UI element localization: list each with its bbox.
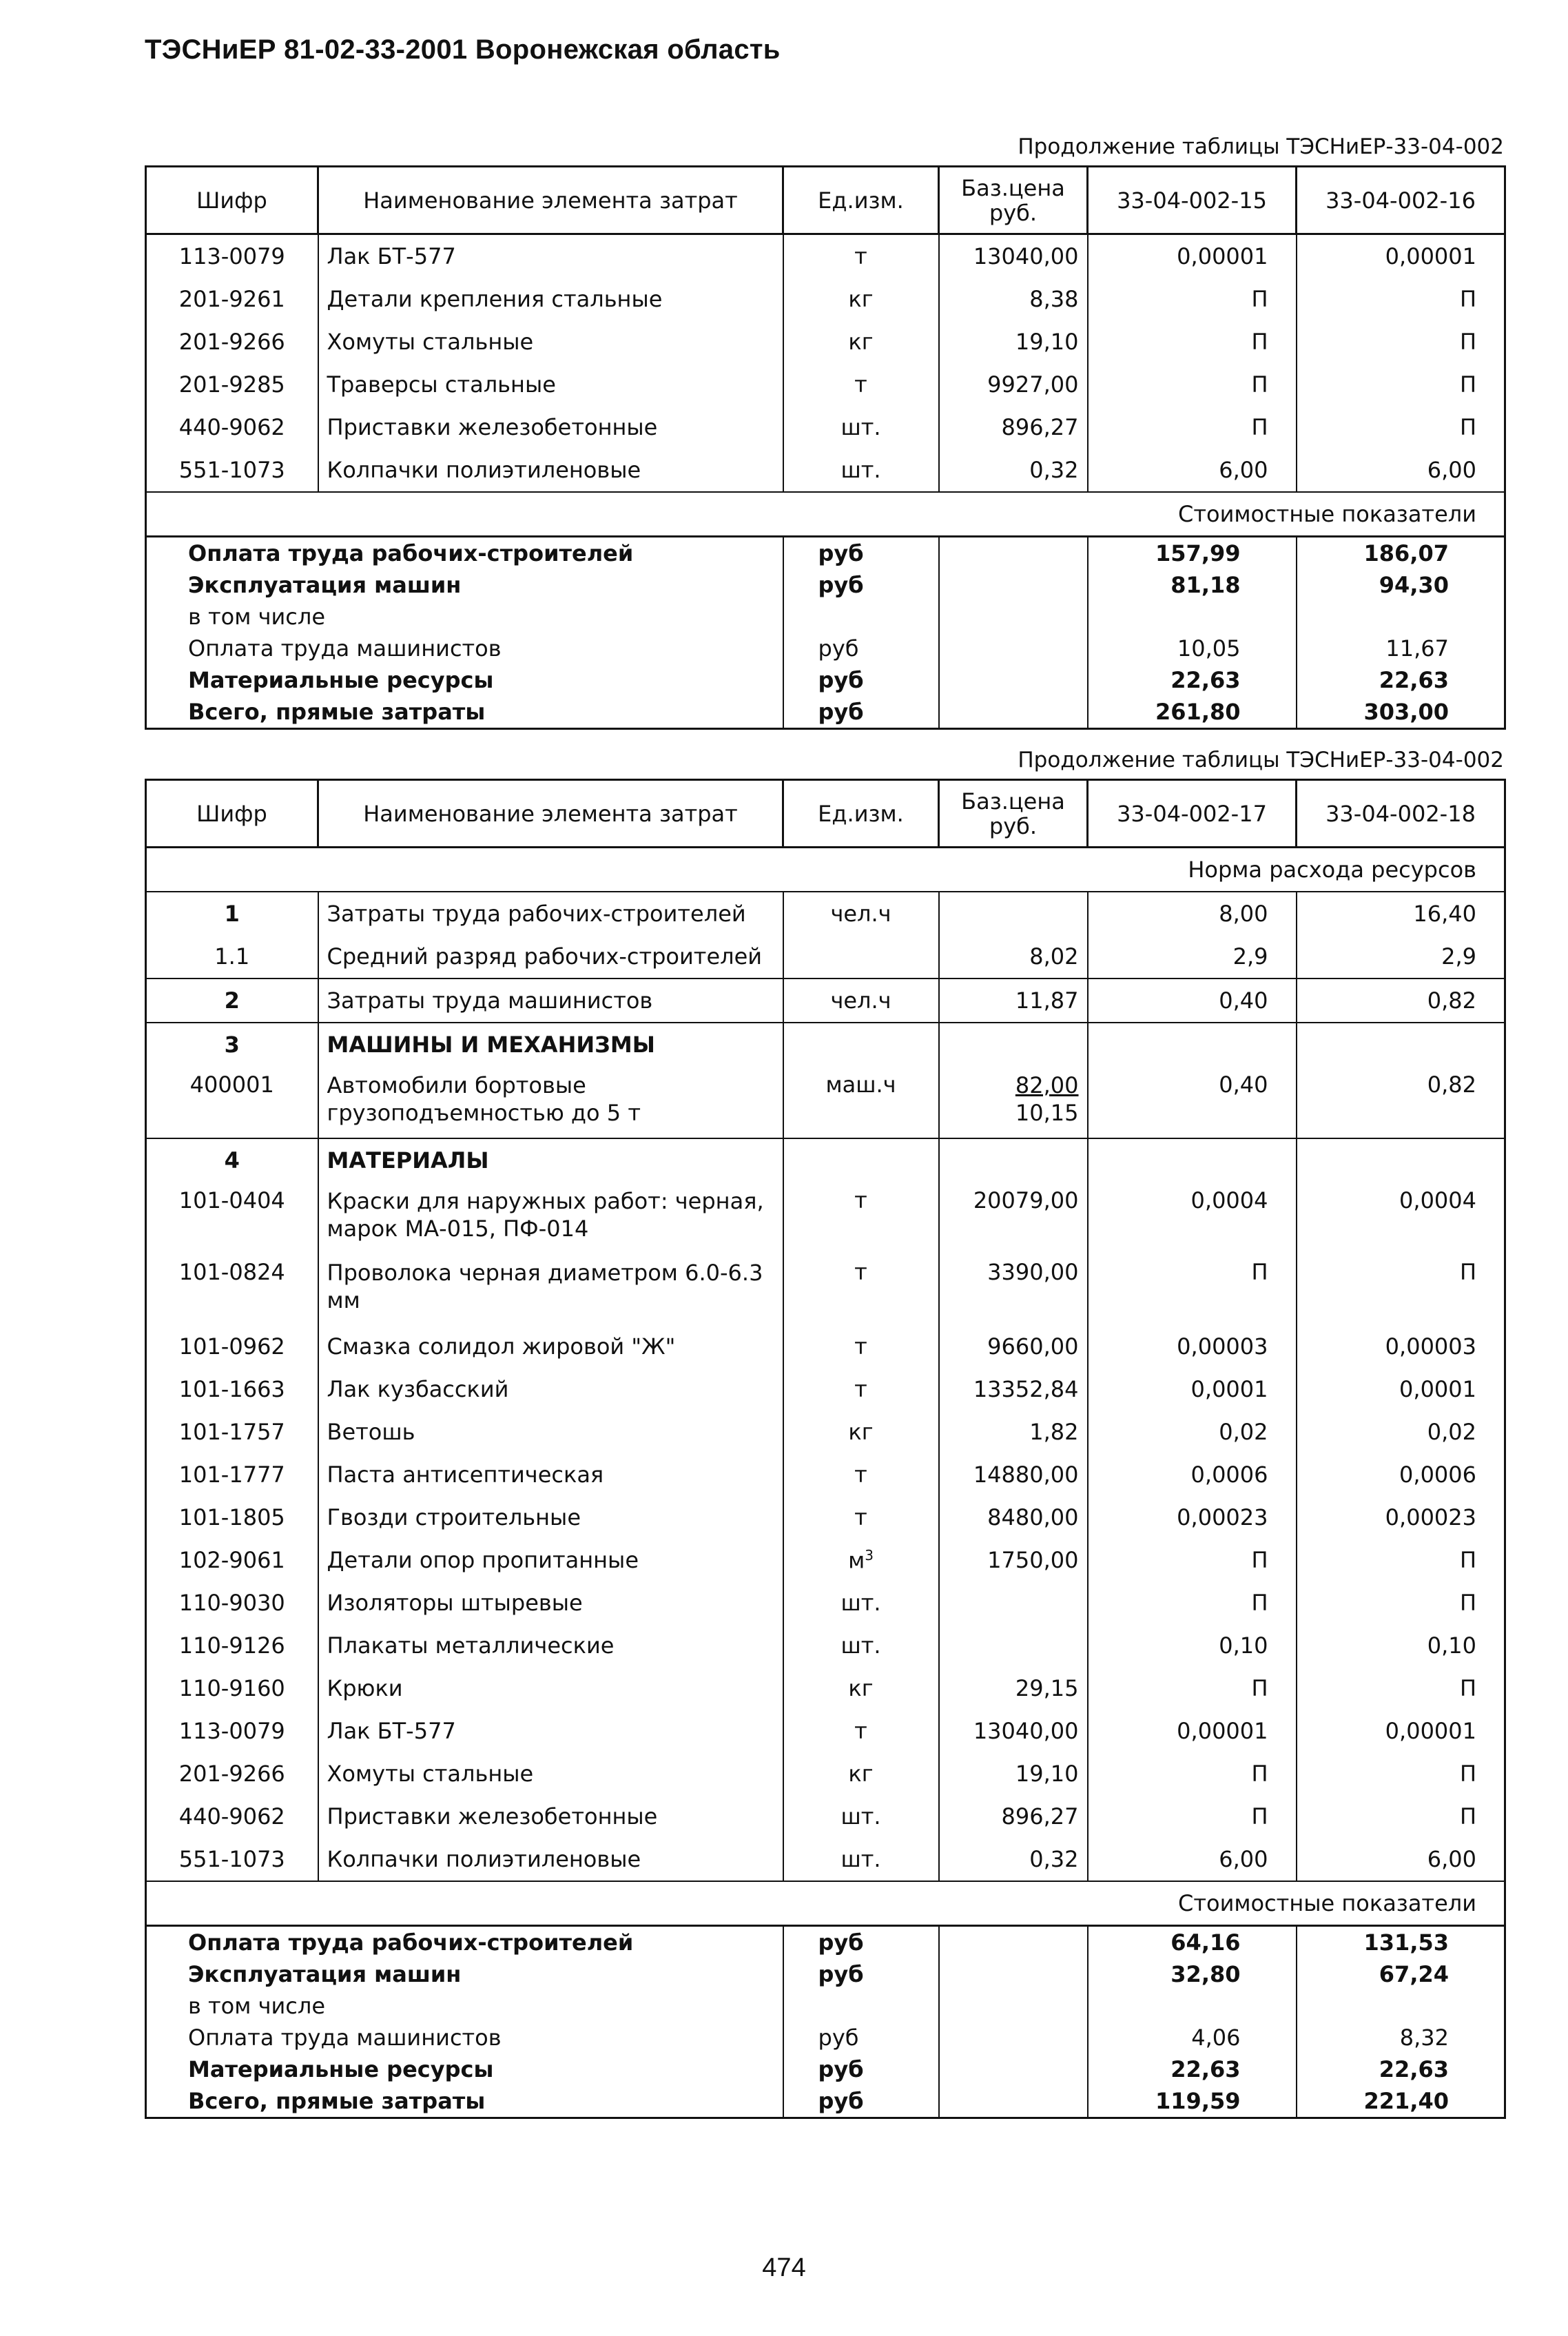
summary-value-a: 81,18 xyxy=(1088,569,1297,601)
table-row xyxy=(146,1795,1505,1838)
summary-value-b: 221,40 xyxy=(1297,2085,1505,2118)
section-label: Норма расхода ресурсов xyxy=(146,848,1505,892)
cell-code: 201-9261 xyxy=(146,278,318,320)
cell-price: 19,10 xyxy=(939,1752,1088,1795)
cell-value-b: П xyxy=(1297,1795,1505,1838)
cell-value-a: 0,0004 xyxy=(1088,1182,1297,1253)
cell-value-a: 0,00023 xyxy=(1088,1496,1297,1539)
summary-empty xyxy=(939,696,1088,729)
cell-name: Крюки xyxy=(318,1667,783,1710)
summary-row xyxy=(146,2053,1505,2085)
cell-value-b xyxy=(1297,1023,1505,1066)
summary-label: в том числе xyxy=(146,601,783,633)
cell-value-a: П xyxy=(1088,1253,1297,1325)
cell-price: 8,38 xyxy=(939,278,1088,320)
table-row xyxy=(146,406,1505,449)
cell-value-a: П xyxy=(1088,1795,1297,1838)
table-row xyxy=(146,234,1505,278)
cell-value-b: П xyxy=(1297,1253,1505,1325)
cell-value-a: 8,00 xyxy=(1088,892,1297,935)
cell-value-a: 0,00001 xyxy=(1088,1710,1297,1752)
cell-value-b: П xyxy=(1297,1581,1505,1624)
table-row xyxy=(146,1023,1505,1066)
cell-price xyxy=(939,1138,1088,1182)
summary-label: Оплата труда машинистов xyxy=(146,633,783,664)
cell-unit: т xyxy=(783,363,939,406)
cell-unit: кг xyxy=(783,1411,939,1453)
summary-empty xyxy=(939,2053,1088,2085)
cell-value-a: 0,02 xyxy=(1088,1411,1297,1453)
cell-price: 0,32 xyxy=(939,1838,1088,1881)
summary-value-b: 303,00 xyxy=(1297,696,1505,729)
summary-row xyxy=(146,1958,1505,1990)
cell-unit: шт. xyxy=(783,1581,939,1624)
cell-name: Лак БТ-577 xyxy=(318,234,783,278)
section-row xyxy=(146,1881,1505,1926)
cell-value-a: 0,00003 xyxy=(1088,1325,1297,1368)
header-price: Баз.цена руб. xyxy=(939,167,1088,234)
summary-unit: руб xyxy=(783,537,939,570)
cell-value-a: 6,00 xyxy=(1088,1838,1297,1881)
header-col-a: 33-04-002-17 xyxy=(1088,780,1297,848)
summary-value-b: 186,07 xyxy=(1297,537,1505,570)
cell-value-b: П xyxy=(1297,320,1505,363)
cell-name: Детали крепления стальные xyxy=(318,278,783,320)
cell-code: 201-9266 xyxy=(146,1752,318,1795)
summary-value-a: 10,05 xyxy=(1088,633,1297,664)
cell-name: МАШИНЫ И МЕХАНИЗМЫ xyxy=(318,1023,783,1066)
cell-price xyxy=(939,1581,1088,1624)
cell-unit xyxy=(783,1138,939,1182)
cell-code: 1 xyxy=(146,892,318,935)
table-row xyxy=(146,1710,1505,1752)
summary-row xyxy=(146,664,1505,696)
cell-value-b: П xyxy=(1297,1752,1505,1795)
cell-code: 113-0079 xyxy=(146,234,318,278)
section-label: Стоимостные показатели xyxy=(146,1881,1505,1926)
cell-unit: шт. xyxy=(783,1624,939,1667)
cell-value-a: 6,00 xyxy=(1088,449,1297,492)
summary-label: Эксплуатация машин xyxy=(146,1958,783,1990)
summary-empty xyxy=(939,1958,1088,1990)
table-caption: Продолжение таблицы ТЭСНиЕР-33-04-002 xyxy=(1018,748,1504,772)
cell-value-b: 0,10 xyxy=(1297,1624,1505,1667)
header-price: Баз.цена руб. xyxy=(939,780,1088,848)
cell-name: Приставки железобетонные xyxy=(318,1795,783,1838)
unit-text: м xyxy=(848,1547,865,1574)
cell-price: 1,82 xyxy=(939,1411,1088,1453)
cell-value-b: 2,9 xyxy=(1297,935,1505,979)
cell-unit: маш.ч xyxy=(783,1066,939,1138)
cell-name: Изоляторы штыревые xyxy=(318,1581,783,1624)
summary-unit: руб xyxy=(783,664,939,696)
cell-price: 11,87 xyxy=(939,979,1088,1023)
cell-code: 2 xyxy=(146,979,318,1023)
cell-price: 20079,00 xyxy=(939,1182,1088,1253)
cell-value-b: 0,0001 xyxy=(1297,1368,1505,1411)
summary-row xyxy=(146,601,1505,633)
table-row xyxy=(146,1539,1505,1581)
summary-unit: руб xyxy=(783,1958,939,1990)
cell-code: 110-9030 xyxy=(146,1581,318,1624)
table-row xyxy=(146,1838,1505,1881)
section-label: Стоимостные показатели xyxy=(146,492,1505,537)
summary-label: в том числе xyxy=(146,1990,783,2022)
table-header-row xyxy=(146,780,1505,848)
cell-code: 201-9285 xyxy=(146,363,318,406)
summary-row xyxy=(146,1926,1505,1959)
cell-value-a: 0,10 xyxy=(1088,1624,1297,1667)
price-value: 82,00 xyxy=(1015,1072,1079,1098)
cell-code: 1.1 xyxy=(146,935,318,979)
summary-empty xyxy=(939,601,1088,633)
cell-code: 110-9160 xyxy=(146,1667,318,1710)
summary-unit xyxy=(783,1990,939,2022)
resource-table-2 xyxy=(145,779,1506,2119)
cell-unit: шт. xyxy=(783,449,939,492)
summary-value-a xyxy=(1088,1990,1297,2022)
summary-unit xyxy=(783,601,939,633)
cell-unit: т xyxy=(783,1182,939,1253)
table-row xyxy=(146,1253,1505,1325)
summary-value-a: 22,63 xyxy=(1088,2053,1297,2085)
summary-row xyxy=(146,2022,1505,2053)
table-header-row xyxy=(146,167,1505,234)
cell-unit: кг xyxy=(783,320,939,363)
summary-empty xyxy=(939,569,1088,601)
summary-row xyxy=(146,537,1505,570)
cell-value-b: П xyxy=(1297,406,1505,449)
cell-name: Колпачки полиэтиленовые xyxy=(318,1838,783,1881)
table-row xyxy=(146,1368,1505,1411)
cell-price: 13040,00 xyxy=(939,234,1088,278)
cell-unit: шт. xyxy=(783,406,939,449)
cell-value-b: П xyxy=(1297,1667,1505,1710)
summary-unit: руб xyxy=(783,633,939,664)
cell-unit: кг xyxy=(783,1667,939,1710)
cell-price: 19,10 xyxy=(939,320,1088,363)
cell-name: Ветошь xyxy=(318,1411,783,1453)
cell-value-a: 0,00001 xyxy=(1088,234,1297,278)
table-row xyxy=(146,1066,1505,1138)
table-row xyxy=(146,1453,1505,1496)
cell-unit: т xyxy=(783,1496,939,1539)
cell-code: 101-1805 xyxy=(146,1496,318,1539)
summary-label: Оплата труда рабочих-строителей xyxy=(146,537,783,570)
cell-name: Затраты труда машинистов xyxy=(318,979,783,1023)
cell-price xyxy=(939,1023,1088,1066)
table-row xyxy=(146,892,1505,935)
cell-price: 8,02 xyxy=(939,935,1088,979)
cell-value-b: 0,82 xyxy=(1297,1066,1505,1138)
summary-label: Материальные ресурсы xyxy=(146,664,783,696)
cell-name: Автомобили бортовые грузоподъемностью до 5 т xyxy=(318,1066,783,1138)
summary-unit: руб xyxy=(783,1926,939,1959)
summary-row xyxy=(146,1990,1505,2022)
summary-value-b xyxy=(1297,601,1505,633)
cell-value-a xyxy=(1088,1138,1297,1182)
header-unit: Ед.изм. xyxy=(783,780,939,848)
cell-price: 1750,00 xyxy=(939,1539,1088,1581)
table-row xyxy=(146,979,1505,1023)
summary-value-b: 22,63 xyxy=(1297,664,1505,696)
cell-value-a: П xyxy=(1088,1539,1297,1581)
header-unit: Ед.изм. xyxy=(783,167,939,234)
cell-value-a: П xyxy=(1088,1752,1297,1795)
cell-code: 440-9062 xyxy=(146,406,318,449)
summary-value-a: 119,59 xyxy=(1088,2085,1297,2118)
cell-value-b: 6,00 xyxy=(1297,1838,1505,1881)
header-code: Шифр xyxy=(146,780,318,848)
cell-code: 201-9266 xyxy=(146,320,318,363)
summary-value-a: 64,16 xyxy=(1088,1926,1297,1959)
cell-unit: т xyxy=(783,1325,939,1368)
table-row xyxy=(146,1138,1505,1182)
cell-name: Колпачки полиэтиленовые xyxy=(318,449,783,492)
cell-unit xyxy=(783,1023,939,1066)
cell-price: 29,15 xyxy=(939,1667,1088,1710)
summary-unit: руб xyxy=(783,2022,939,2053)
cell-value-b xyxy=(1297,1138,1505,1182)
table-row xyxy=(146,1752,1505,1795)
cell-price xyxy=(939,1624,1088,1667)
cell-code: 4 xyxy=(146,1138,318,1182)
cell-value-a: П xyxy=(1088,278,1297,320)
cell-unit: т xyxy=(783,1253,939,1325)
table-caption: Продолжение таблицы ТЭСНиЕР-33-04-002 xyxy=(1018,134,1504,159)
cell-value-b: П xyxy=(1297,278,1505,320)
summary-unit: руб xyxy=(783,696,939,729)
page-number: 474 xyxy=(762,2253,806,2282)
cell-value-b: 6,00 xyxy=(1297,449,1505,492)
summary-empty xyxy=(939,2022,1088,2053)
cell-code: 3 xyxy=(146,1023,318,1066)
cell-unit xyxy=(783,1539,939,1581)
cell-code: 551-1073 xyxy=(146,1838,318,1881)
summary-value-b xyxy=(1297,1990,1505,2022)
summary-value-a: 157,99 xyxy=(1088,537,1297,570)
cell-code: 101-1777 xyxy=(146,1453,318,1496)
cell-value-b: 0,00001 xyxy=(1297,1710,1505,1752)
cell-value-a: П xyxy=(1088,406,1297,449)
summary-value-a xyxy=(1088,601,1297,633)
summary-value-b: 11,67 xyxy=(1297,633,1505,664)
cell-value-a: 2,9 xyxy=(1088,935,1297,979)
cell-value-a: П xyxy=(1088,320,1297,363)
table-row xyxy=(146,278,1505,320)
cell-name: Лак БТ-577 xyxy=(318,1710,783,1752)
unit-superscript: 3 xyxy=(865,1546,874,1564)
cell-value-b: П xyxy=(1297,1539,1505,1581)
header-name: Наименование элемента затрат xyxy=(318,780,783,848)
summary-unit: руб xyxy=(783,569,939,601)
summary-value-a: 261,80 xyxy=(1088,696,1297,729)
cell-unit: чел.ч xyxy=(783,892,939,935)
cell-price: 896,27 xyxy=(939,1795,1088,1838)
cell-value-b: 0,00023 xyxy=(1297,1496,1505,1539)
cell-price xyxy=(939,892,1088,935)
price-value-secondary: 10,15 xyxy=(1015,1100,1079,1126)
cell-code: 110-9126 xyxy=(146,1624,318,1667)
cell-price: 14880,00 xyxy=(939,1453,1088,1496)
cell-code: 551-1073 xyxy=(146,449,318,492)
cell-value-a: П xyxy=(1088,1667,1297,1710)
section-row xyxy=(146,492,1505,537)
table-row xyxy=(146,1496,1505,1539)
page-title: ТЭСНиЕР 81-02-33-2001 Воронежская область xyxy=(145,34,781,65)
cell-unit: чел.ч xyxy=(783,979,939,1023)
cell-unit: т xyxy=(783,1710,939,1752)
summary-label: Всего, прямые затраты xyxy=(146,2085,783,2118)
cell-value-b: 16,40 xyxy=(1297,892,1505,935)
summary-empty xyxy=(939,1926,1088,1959)
summary-value-b: 8,32 xyxy=(1297,2022,1505,2053)
cell-name: Хомуты стальные xyxy=(318,320,783,363)
cell-unit: т xyxy=(783,234,939,278)
cell-unit xyxy=(783,935,939,979)
cell-unit: шт. xyxy=(783,1838,939,1881)
cell-price: 8480,00 xyxy=(939,1496,1088,1539)
cell-value-a: 0,0001 xyxy=(1088,1368,1297,1411)
cell-unit: т xyxy=(783,1453,939,1496)
cell-value-b: 0,0004 xyxy=(1297,1182,1505,1253)
cell-price: 9927,00 xyxy=(939,363,1088,406)
cell-code: 101-0824 xyxy=(146,1253,318,1325)
cell-name: Средний разряд рабочих-строителей xyxy=(318,935,783,979)
cell-code: 113-0079 xyxy=(146,1710,318,1752)
table-row xyxy=(146,320,1505,363)
cell-name: Лак кузбасский xyxy=(318,1368,783,1411)
cell-value-b: П xyxy=(1297,363,1505,406)
summary-row xyxy=(146,569,1505,601)
cell-name: Плакаты металлические xyxy=(318,1624,783,1667)
cell-name: Детали опор пропитанные xyxy=(318,1539,783,1581)
cell-price: 13040,00 xyxy=(939,1710,1088,1752)
summary-label: Всего, прямые затраты xyxy=(146,696,783,729)
cell-value-a: 0,40 xyxy=(1088,979,1297,1023)
summary-empty xyxy=(939,537,1088,570)
cell-unit: шт. xyxy=(783,1795,939,1838)
header-name: Наименование элемента затрат xyxy=(318,167,783,234)
cell-code: 101-1663 xyxy=(146,1368,318,1411)
cell-name: Смазка солидол жировой "Ж" xyxy=(318,1325,783,1368)
cell-value-a xyxy=(1088,1023,1297,1066)
cell-unit: кг xyxy=(783,278,939,320)
cell-name: Затраты труда рабочих-строителей xyxy=(318,892,783,935)
cell-value-b: 0,82 xyxy=(1297,979,1505,1023)
cell-name: Хомуты стальные xyxy=(318,1752,783,1795)
summary-value-a: 22,63 xyxy=(1088,664,1297,696)
cell-name: Приставки железобетонные xyxy=(318,406,783,449)
summary-label: Эксплуатация машин xyxy=(146,569,783,601)
table-row xyxy=(146,1581,1505,1624)
cell-price: 0,32 xyxy=(939,449,1088,492)
summary-empty xyxy=(939,633,1088,664)
cell-code: 101-0404 xyxy=(146,1182,318,1253)
section-row xyxy=(146,848,1505,892)
cell-name: Траверсы стальные xyxy=(318,363,783,406)
summary-unit: руб xyxy=(783,2085,939,2118)
summary-row xyxy=(146,696,1505,729)
cell-price: 13352,84 xyxy=(939,1368,1088,1411)
cell-code: 400001 xyxy=(146,1066,318,1138)
table-row xyxy=(146,1325,1505,1368)
summary-value-a: 4,06 xyxy=(1088,2022,1297,2053)
cell-code: 102-9061 xyxy=(146,1539,318,1581)
cell-unit: т xyxy=(783,1368,939,1411)
cell-name: Паста антисептическая xyxy=(318,1453,783,1496)
table-row xyxy=(146,1667,1505,1710)
table-row xyxy=(146,1624,1505,1667)
cell-value-a: 0,0006 xyxy=(1088,1453,1297,1496)
cell-code: 101-1757 xyxy=(146,1411,318,1453)
cell-code: 440-9062 xyxy=(146,1795,318,1838)
summary-unit: руб xyxy=(783,2053,939,2085)
summary-empty xyxy=(939,1990,1088,2022)
summary-value-b: 131,53 xyxy=(1297,1926,1505,1959)
cell-value-b: 0,02 xyxy=(1297,1411,1505,1453)
cell-price: 896,27 xyxy=(939,406,1088,449)
summary-value-b: 94,30 xyxy=(1297,569,1505,601)
table-row xyxy=(146,449,1505,492)
summary-row xyxy=(146,2085,1505,2118)
cell-price xyxy=(939,1066,1088,1138)
cell-value-a: П xyxy=(1088,363,1297,406)
cell-name: МАТЕРИАЛЫ xyxy=(318,1138,783,1182)
summary-value-a: 32,80 xyxy=(1088,1958,1297,1990)
summary-value-b: 22,63 xyxy=(1297,2053,1505,2085)
header-col-a: 33-04-002-15 xyxy=(1088,167,1297,234)
table-row xyxy=(146,363,1505,406)
cell-name: Проволока черная диаметром 6.0-6.3 мм xyxy=(318,1253,783,1325)
summary-value-b: 67,24 xyxy=(1297,1958,1505,1990)
header-col-b: 33-04-002-16 xyxy=(1297,167,1505,234)
header-col-b: 33-04-002-18 xyxy=(1297,780,1505,848)
summary-empty xyxy=(939,2085,1088,2118)
header-code: Шифр xyxy=(146,167,318,234)
table-row xyxy=(146,1182,1505,1253)
table-row xyxy=(146,935,1505,979)
cell-value-a: 0,40 xyxy=(1088,1066,1297,1138)
table-row xyxy=(146,1411,1505,1453)
cell-value-b: 0,0006 xyxy=(1297,1453,1505,1496)
summary-label: Материальные ресурсы xyxy=(146,2053,783,2085)
cell-unit: кг xyxy=(783,1752,939,1795)
summary-label: Оплата труда машинистов xyxy=(146,2022,783,2053)
cell-price: 9660,00 xyxy=(939,1325,1088,1368)
summary-row xyxy=(146,633,1505,664)
summary-empty xyxy=(939,664,1088,696)
cell-name: Гвозди строительные xyxy=(318,1496,783,1539)
cell-code: 101-0962 xyxy=(146,1325,318,1368)
cell-value-a: П xyxy=(1088,1581,1297,1624)
resource-table-1 xyxy=(145,165,1506,730)
summary-label: Оплата труда рабочих-строителей xyxy=(146,1926,783,1959)
cell-value-b: 0,00003 xyxy=(1297,1325,1505,1368)
cell-name: Краски для наружных работ: черная, марок МА-015, ПФ-014 xyxy=(318,1182,783,1253)
cell-price: 3390,00 xyxy=(939,1253,1088,1325)
cell-value-b: 0,00001 xyxy=(1297,234,1505,278)
